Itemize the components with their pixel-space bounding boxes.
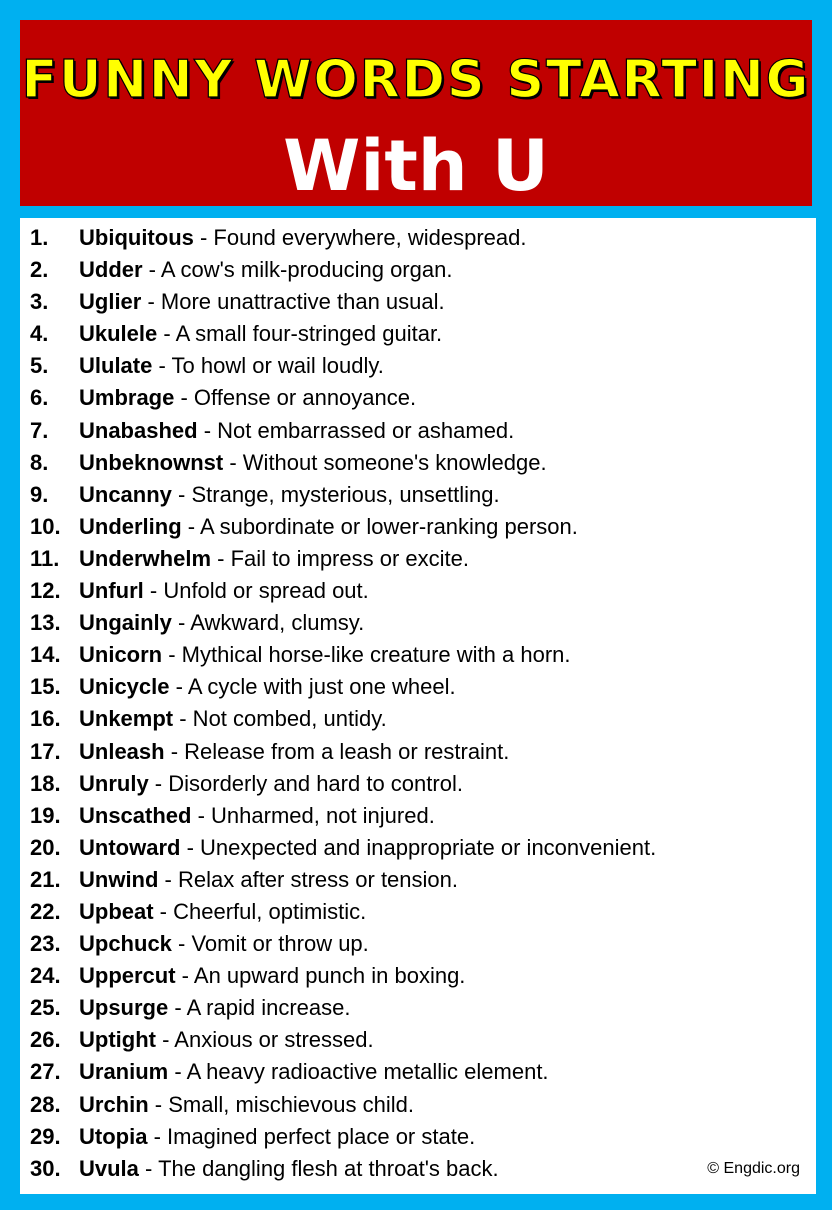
item-text (79, 768, 463, 800)
item-definition: - Strange, mysterious, unsettling. (171, 481, 500, 507)
item-text (79, 511, 578, 543)
item-word: Unruly (79, 770, 149, 796)
item-word: Upsurge (79, 995, 169, 1021)
item-number: 24. (30, 963, 61, 989)
item-text (79, 639, 571, 671)
item-word: Umbrage (79, 385, 175, 411)
item-word: Uvula (79, 1155, 139, 1181)
item-number: 4. (30, 321, 49, 347)
item-text (79, 350, 384, 382)
item-word: Uncanny (79, 481, 172, 507)
item-word: Underwhelm (79, 545, 212, 571)
item-text (79, 992, 350, 1024)
item-word: Uppercut (79, 963, 176, 989)
item-text (79, 415, 514, 447)
item-number: 14. (30, 642, 61, 668)
item-number: 9. (30, 481, 49, 507)
item-text (79, 736, 509, 768)
item-number: 16. (30, 706, 61, 732)
item-definition: - Disorderly and hard to control. (148, 770, 463, 796)
item-number: 25. (30, 995, 61, 1021)
item-text (79, 607, 364, 639)
item-text (79, 318, 442, 350)
item-definition: - Unharmed, not injured. (191, 802, 435, 828)
item-number: 1. (30, 225, 49, 250)
item-number: 21. (30, 866, 61, 892)
item-word: Unleash (79, 738, 165, 764)
item-number: 15. (30, 674, 61, 700)
credit-text: © Engdic.org (707, 1160, 800, 1177)
item-word: Urchin (79, 1091, 149, 1117)
item-number: 3. (30, 289, 49, 315)
item-text (79, 1089, 414, 1121)
item-definition: - Unexpected and inappropriate or inconvenient. (180, 834, 657, 860)
item-word: Unfurl (79, 578, 144, 604)
item-word: Unbeknownst (79, 449, 224, 475)
item-definition: - A small four-stringed guitar. (157, 321, 443, 347)
item-word: Unwind (79, 866, 159, 892)
item-word: Ukulele (79, 321, 158, 347)
item-definition: - Not embarrassed or ashamed. (197, 417, 515, 443)
item-number: 10. (30, 513, 61, 539)
item-definition: - Release from a leash or restraint. (164, 738, 510, 764)
item-number: 22. (30, 898, 61, 924)
item-text (79, 1024, 374, 1056)
item-text (79, 671, 456, 703)
item-definition: - An upward punch in boxing. (175, 963, 466, 989)
item-number: 18. (30, 770, 61, 796)
banner-subtitle: With U (283, 125, 549, 207)
item-number: 26. (30, 1027, 61, 1053)
item-text (79, 254, 452, 286)
item-number: 23. (30, 931, 61, 957)
item-definition: - A heavy radioactive metallic element. (168, 1059, 549, 1085)
item-definition: - The dangling flesh at throat's back. (138, 1155, 499, 1181)
item-word: Upbeat (79, 898, 154, 924)
item-text (79, 382, 416, 414)
item-word: Ungainly (79, 610, 172, 636)
item-definition: - Not combed, untidy. (173, 706, 387, 732)
item-word: Udder (79, 257, 143, 283)
item-definition: - Imagined perfect place or state. (147, 1123, 476, 1149)
item-definition: - Vomit or throw up. (171, 931, 369, 957)
item-text (79, 479, 500, 511)
item-word: Unscathed (79, 802, 192, 828)
item-word: Upchuck (79, 931, 172, 957)
item-number: 7. (30, 417, 49, 443)
item-number: 30. (30, 1155, 61, 1181)
item-text (79, 1056, 549, 1088)
item-number: 17. (30, 738, 61, 764)
item-definition: - A cow's milk-producing organ. (142, 257, 453, 283)
title-banner (20, 20, 812, 206)
item-word: Ubiquitous (79, 225, 194, 250)
item-word: Unkempt (79, 706, 174, 732)
item-word: Ululate (79, 353, 153, 379)
item-definition: - Unfold or spread out. (143, 578, 369, 604)
item-definition: - Without someone's knowledge. (223, 449, 547, 475)
item-word: Uglier (79, 289, 142, 315)
item-number: 12. (30, 578, 61, 604)
item-number: 2. (30, 257, 49, 283)
item-definition: - Relax after stress or tension. (158, 866, 458, 892)
item-definition: - Awkward, clumsy. (171, 610, 365, 636)
item-text (79, 1153, 499, 1185)
item-number: 13. (30, 610, 61, 636)
item-word: Uranium (79, 1059, 169, 1085)
item-text (79, 543, 469, 575)
item-definition: - Offense or annoyance. (174, 385, 417, 411)
item-text (79, 703, 387, 735)
item-text (79, 864, 458, 896)
item-number: 28. (30, 1091, 61, 1117)
item-word: Uptight (79, 1027, 156, 1053)
item-number: 5. (30, 353, 49, 379)
item-text (79, 800, 435, 832)
item-definition: - Anxious or stressed. (155, 1027, 374, 1053)
item-text (79, 1121, 475, 1153)
item-text (79, 447, 547, 479)
item-definition: - To howl or wail loudly. (152, 353, 384, 379)
item-number: 20. (30, 834, 61, 860)
item-number: 11. (30, 545, 60, 571)
item-definition: - Fail to impress or excite. (211, 545, 469, 571)
item-text (79, 928, 369, 960)
item-definition: - Cheerful, optimistic. (153, 898, 367, 924)
item-word: Unabashed (79, 417, 198, 443)
item-definition: - More unattractive than usual. (141, 289, 445, 315)
item-word: Utopia (79, 1123, 148, 1149)
item-word: Unicorn (79, 642, 163, 668)
item-number: 19. (30, 802, 61, 828)
item-word: Underling (79, 513, 182, 539)
item-number: 29. (30, 1123, 61, 1149)
item-word: Untoward (79, 834, 181, 860)
item-text (79, 222, 527, 254)
item-definition: - Small, mischievous child. (148, 1091, 414, 1117)
item-number: 6. (30, 385, 49, 411)
word-list-card (20, 218, 816, 1194)
banner-title: FUNNY WORDS STARTING (21, 50, 811, 110)
item-text (79, 896, 366, 928)
item-text (79, 960, 465, 992)
item-definition: - Found everywhere, widespread. (193, 225, 527, 250)
item-number: 8. (30, 449, 49, 475)
item-definition: - A cycle with just one wheel. (169, 674, 456, 700)
item-text (79, 575, 369, 607)
item-number: 27. (30, 1059, 61, 1085)
item-text (79, 832, 656, 864)
item-definition: - A rapid increase. (168, 995, 351, 1021)
item-text (79, 286, 445, 318)
item-definition: - A subordinate or lower-ranking person. (181, 513, 578, 539)
item-definition: - Mythical horse-like creature with a horn. (162, 642, 571, 668)
item-word: Unicycle (79, 674, 170, 700)
